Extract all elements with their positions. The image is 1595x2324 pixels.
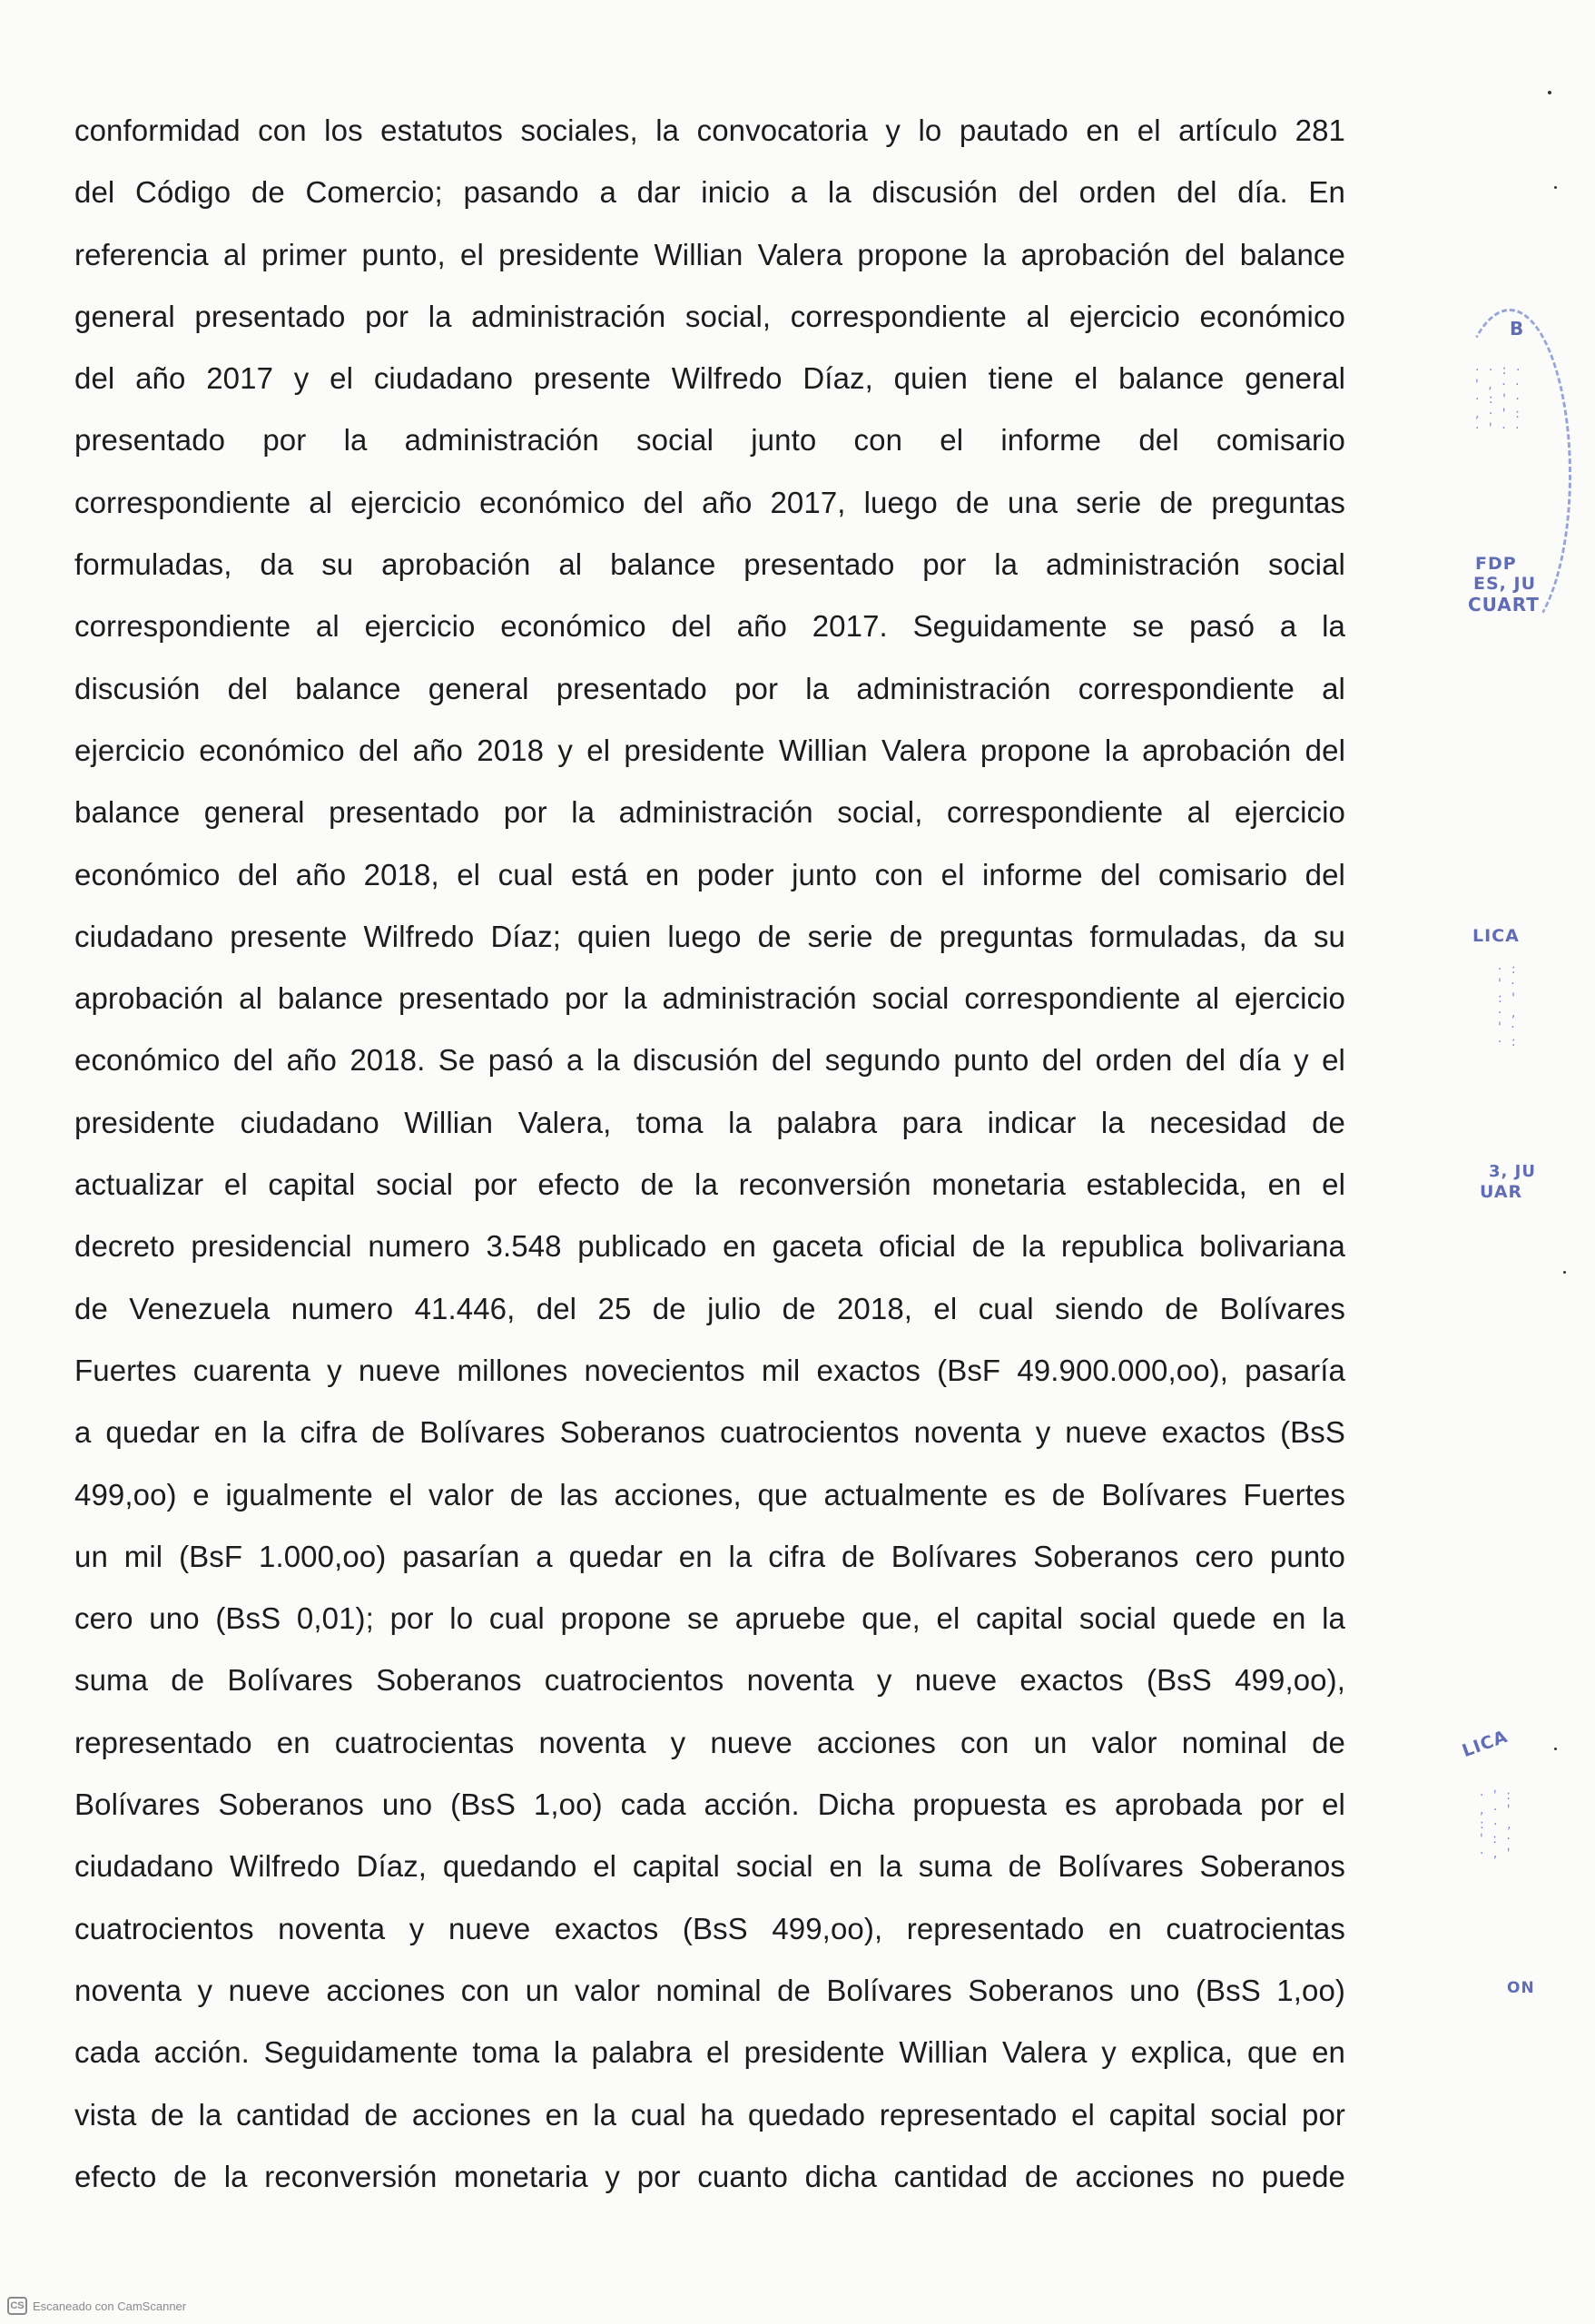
stamp-text: UAR: [1480, 1182, 1523, 1202]
text-line: económico del año 2018, el cual está en poder junto con el informe del comisario del: [74, 857, 1345, 891]
text-line: cuatrocientos noventa y nueve exactos (BsS 499,oo), representado en cuatrocientas: [74, 1911, 1345, 1945]
stamp-text: LICA: [1472, 926, 1520, 946]
text-line: suma de Bolívares Soberanos cuatrocientos noventa y nueve exactos (BsS 499,oo),: [74, 1663, 1345, 1698]
text-line: un mil (BsF 1.000,oo) pasarían a quedar en la cifra de Bolívares Soberanos cero punto: [74, 1539, 1345, 1573]
text-line: económico del año 2018. Se pasó a la discusión del segundo punto del orden del día y el: [74, 1043, 1345, 1078]
text-line: Fuertes cuarenta y nueve millones novecientos mil exactos (BsF 49.900.000,oo), pasaría: [74, 1353, 1345, 1387]
text-line: referencia al primer punto, el presidente Willian Valera propone la aprobación del balance: [74, 237, 1345, 271]
text-line: ejercicio económico del año 2018 y el presidente Willian Valera propone la aprobación del: [74, 733, 1345, 767]
registry-stamp-2: LICA · : ' · : ' · , ' · · : 3, JU UAR: [1472, 926, 1536, 1202]
text-line: 499,oo) e igualmente el valor de las acciones, que actualmente es de Bolívares Fuertes: [74, 1477, 1345, 1512]
text-line: ciudadano presente Wilfredo Díaz; quien luego de serie de preguntas formuladas, da su: [74, 919, 1345, 953]
text-line: cada acción. Seguidamente toma la palabra el presidente Willian Valera y explica, que en: [74, 2035, 1345, 2070]
registry-stamp-3: LICA · ' : , · ' : · , ' : · · , ' ON: [1459, 1726, 1535, 1997]
scanner-watermark: [7, 2297, 186, 2315]
camscanner-logo-icon: CS: [7, 2297, 27, 2315]
text-line: balance general presentado por la administración social, correspondiente al ejercicio: [74, 795, 1345, 830]
text-line: decreto presidencial numero 3.548 publicado en gaceta oficial de la republica bolivariana: [74, 1229, 1345, 1264]
text-line: discusión del balance general presentado por la administración correspondiente al: [74, 671, 1345, 705]
stamp-text: 3, JU: [1489, 1162, 1536, 1181]
stamp-text: LICA: [1459, 1726, 1511, 1762]
text-line: aprobación al balance presentado por la administración social correspondiente al ejercicio: [74, 981, 1345, 1016]
text-line: ciudadano Wilfredo Díaz, quedando el capital social en la suma de Bolívares Soberanos: [74, 1849, 1345, 1884]
text-line: a quedar en la cifra de Bolívares Soberanos cuatrocientos noventa y nueve exactos (BsS: [74, 1415, 1345, 1450]
text-line: del año 2017 y el ciudadano presente Wilfredo Díaz, quien tiene el balance general: [74, 361, 1345, 396]
text-line: cero uno (BsS 0,01); por lo cual propone se apruebe que, el capital social quede en la: [74, 1601, 1345, 1636]
stamp-text: B: [1510, 318, 1525, 340]
document-body: [74, 100, 1345, 2208]
text-line: correspondiente al ejercicio económico del año 2017, luego de una serie de preguntas: [74, 485, 1345, 519]
text-line: presentado por la administración social junto con el informe del comisario: [74, 423, 1345, 458]
text-line: noventa y nueve acciones con un valor nominal de Bolívares Soberanos uno (BsS 1,oo): [74, 1973, 1345, 2007]
text-line: del Código de Comercio; pasando a dar inicio a la discusión del orden del día. En: [74, 175, 1345, 210]
text-line: representado en cuatrocientas noventa y nueve acciones con un valor nominal de: [74, 1725, 1345, 1759]
text-line: correspondiente al ejercicio económico del año 2017. Seguidamente se pasó a la: [74, 609, 1345, 644]
text-line: presidente ciudadano Willian Valera, toma la palabra para indicar la necesidad de: [74, 1105, 1345, 1139]
text-line: conformidad con los estatutos sociales, la convocatoria y lo pautado en el artículo 281: [74, 113, 1345, 147]
text-line: Bolívares Soberanos uno (BsS 1,oo) cada acción. Dicha propuesta es aprobada por el: [74, 1787, 1345, 1822]
stamp-text: ES, JU: [1473, 574, 1536, 594]
text-line: general presentado por la administración social, correspondiente al ejercicio económico: [74, 299, 1345, 333]
text-line: formuladas, da su aprobación al balance presentado por la administración social: [74, 547, 1345, 582]
stamp-text: CUART: [1468, 594, 1540, 615]
stamp-text: FDP: [1475, 554, 1517, 574]
stamp-text: ON: [1507, 1979, 1535, 1997]
text-line: actualizar el capital social por efecto de la reconversión monetaria establecida, en el: [74, 1167, 1345, 1202]
scanner-watermark-text: Escaneado con CamScanner: [33, 2299, 187, 2313]
registry-stamp-1: B · · : · ' , · · · : ' · , · ' : · ' · · FDP ES, JU CUART: [1448, 309, 1548, 654]
text-line: vista de la cantidad de acciones en la cual ha quedado representado el capital social por: [74, 2097, 1345, 2132]
text-line: de Venezuela numero 41.446, del 25 de julio de 2018, el cual siendo de Bolívares: [74, 1291, 1345, 1325]
text-line: efecto de la reconversión monetaria y por cuanto dicha cantidad de acciones no puede: [74, 2159, 1345, 2193]
